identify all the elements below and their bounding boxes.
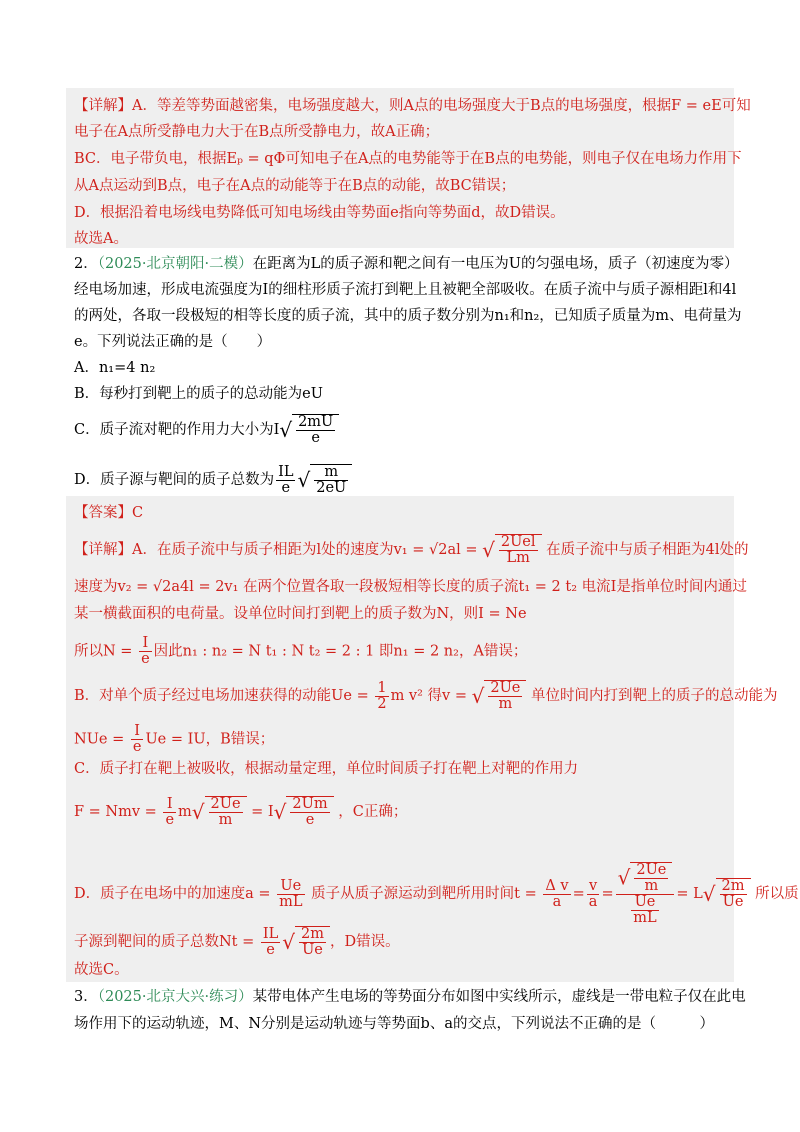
detail-c-line-1: C．质子打在靶上被吸收，根据动量定理，单位时间质子打在靶上对靶的作用力 <box>74 761 579 777</box>
fraction-numerator: 2Ue <box>636 862 667 878</box>
fraction-numerator: 2m <box>301 926 324 942</box>
fraction-numerator: IL <box>262 925 279 942</box>
question-number: 3． <box>74 989 98 1005</box>
option-c <box>74 414 339 446</box>
detail-text: = I <box>251 804 274 820</box>
sqrt-expression: √ $\frac{2mU}{e}$ <box>279 414 339 446</box>
detail-a-line-3: 某一横截面积的电荷量。设单位时间打到靶上的质子数为N，则I = Ne <box>74 606 527 622</box>
question-source: （2025·北京朝阳·二模） <box>97 256 253 272</box>
detail-text: B．对单个质子经过电场加速获得的动能Ue = <box>74 688 374 704</box>
fraction-denominator: e <box>132 739 142 755</box>
fraction-denominator: 2eU <box>316 480 347 496</box>
detail-text: 【详解】A．在质子流中与质子相距为l处的速度为v₁ = √2al = <box>74 542 483 558</box>
answer-line: 【答案】C <box>74 505 144 521</box>
fraction-numerator: Ue <box>277 879 304 895</box>
fraction-denominator: mL <box>633 910 657 926</box>
option-a: A．n₁=4 n₂ <box>74 360 156 376</box>
detail-text: 单位时间内打到靶上的质子的总动能为 <box>531 688 778 704</box>
fraction-denominator: e <box>281 479 291 496</box>
compound-fraction: √ $\frac{2Ue}{m}$ $\frac{Ue}{mL}$ <box>616 862 675 926</box>
explanation-1-line-2: 电子在A点所受静电力大于在B点所受静电力，故A正确； <box>74 124 440 140</box>
detail-text: = L <box>676 886 703 902</box>
question-text: 在距离为L的质子源和靶之间有一电压为U的匀强电场，质子（初速度为零） <box>252 256 739 272</box>
question-source: （2025·北京大兴·练习） <box>97 989 253 1005</box>
explanation-1-line-1: 【详解】A．等差等势面越密集，电场强度越大，则A点的电场强度大于B点的电场强度，根据F = eE可知 <box>74 98 751 114</box>
fraction-denominator: mL <box>279 893 303 910</box>
option-c-text: C．质子流对靶的作用力大小为I <box>74 422 280 438</box>
fraction-denominator: m <box>498 696 513 712</box>
detail-text: ，C正确； <box>338 804 408 820</box>
fraction-numerator: I <box>131 724 144 740</box>
fraction-numerator: 2mU <box>298 414 334 430</box>
fraction-denominator: a <box>552 893 562 910</box>
question-2-line-1 <box>74 254 738 274</box>
fraction-numerator: IL <box>278 463 294 480</box>
fraction-denominator: a <box>588 893 598 910</box>
fraction-denominator: e <box>311 430 320 446</box>
detail-a-line-1 <box>74 534 749 566</box>
detail-text: NUe = <box>74 731 129 748</box>
fraction-numerator: I <box>163 797 176 813</box>
explanation-1-line-4: 从A点运动到B点，电子在A点的动能等于在B点的动能，故BC错误； <box>74 178 516 194</box>
question-2-line-3: 的两处，各取一段极短的相等长度的质子流，其中的质子数分别为n₁和n₂，已知质子质量为m、电荷量为 <box>74 308 742 324</box>
detail-text: 所以质 <box>755 886 799 902</box>
detail-text: m <box>178 804 192 820</box>
fraction-denominator: Lm <box>506 550 530 566</box>
detail-text: ，D错误。 <box>329 934 400 950</box>
question-3-line-1 <box>74 987 746 1007</box>
detail-text: Ue = IU，B错误； <box>145 731 275 748</box>
fraction-numerator: Δ v <box>545 877 569 894</box>
question-2-line-4: e。下列说法正确的是（ ） <box>74 334 272 350</box>
detail-text: = <box>572 886 585 902</box>
explanation-1-line-6: 故选A。 <box>74 231 128 247</box>
fraction-denominator: e <box>266 941 275 958</box>
fraction-numerator: v <box>587 879 600 895</box>
question-number: 2． <box>74 256 98 272</box>
sqrt-expression: √ $\frac{2m}{Ue}$ <box>282 926 330 958</box>
detail-b-line-2 <box>74 724 274 755</box>
fraction-numerator: 2Ue <box>490 680 521 696</box>
fraction-numerator: Ue <box>631 895 658 911</box>
fraction-denominator: Ue <box>722 894 744 910</box>
detail-text: 在质子流中与质子相距为4l处的 <box>546 542 749 558</box>
sqrt-expression: √ $\frac{m}{2eU}$ <box>297 464 352 496</box>
fraction-numerator: 2m <box>721 878 745 894</box>
question-3-line-2: 场作用下的运动轨迹，M、N分别是运动轨迹与等势面b、a的交点，下列说法不正确的是（ ） <box>74 1016 714 1032</box>
detail-d-line-2 <box>74 926 400 958</box>
fraction-denominator: m <box>644 878 659 894</box>
detail-d-line-1 <box>74 862 799 926</box>
detail-text: 所以N = <box>74 643 138 660</box>
fraction-denominator: Ue <box>302 942 323 958</box>
fraction-denominator: m <box>218 812 233 828</box>
detail-text: m v² 得v = <box>390 688 472 704</box>
detail-text: = <box>601 886 614 902</box>
explanation-1-line-5: D．根据沿着电场线电势降低可知电场线由等势面e指向等势面d，故D错误。 <box>74 205 565 221</box>
sqrt-expression: √ $\frac{2Ue}{m}$ <box>472 680 527 712</box>
detail-c-line-2 <box>74 796 407 828</box>
detail-text: 质子从质子源运动到靶所用时间t = <box>311 886 542 902</box>
sqrt-expression: √ $\frac{2Um}{e}$ <box>274 796 334 828</box>
detail-text: F = Nmv = <box>74 804 162 820</box>
sqrt-expression: √ $\frac{2m}{Ue}$ <box>703 878 751 910</box>
option-d <box>74 464 352 496</box>
fraction-numerator: 2Um <box>292 796 328 812</box>
detail-end: 故选C。 <box>74 962 129 978</box>
sqrt-expression: √ $\frac{\text{2Uel}}{Lm}$ <box>482 534 541 566</box>
question-text: 某带电体产生电场的等势面分布如图中实线所示，虚线是一带电粒子仅在此电 <box>252 989 746 1005</box>
fraction-denominator: 2 <box>377 695 387 712</box>
fraction-denominator: e <box>165 811 175 828</box>
fraction-numerator: 2Ue <box>210 796 241 812</box>
detail-text: 子源到靶间的质子总数Nt = <box>74 934 259 950</box>
fraction-numerator: I <box>139 636 152 652</box>
sqrt-expression: √ $\frac{2Ue}{m}$ <box>192 796 247 828</box>
fraction-denominator: e <box>305 812 315 828</box>
fraction-numerator: 2Uel <box>500 534 536 550</box>
option-b: B．每秒打到靶上的质子的总动能为eU <box>74 386 323 402</box>
fraction-numerator: m <box>314 465 348 481</box>
detail-b-line-1 <box>74 680 778 712</box>
fraction-numerator: 1 <box>377 679 387 696</box>
question-2-line-2: 经电场加速，形成电流强度为I的细柱形质子流打到靶上且被靶全部吸收。在质子流中与质子源相距l和4l <box>74 282 737 298</box>
detail-text: 因此n₁ : n₂ = N t₁ : N t₂ = 2 : 1 即n₁ = 2 n₂，A错误； <box>153 643 528 660</box>
detail-text: D．质子在电场中的加速度a = <box>74 886 276 902</box>
fraction-denominator: e <box>141 651 150 667</box>
detail-a-line-2: 速度为v₂ = √2a4l = 2v₁ 在两个位置各取一段极短相等长度的质子流t₁ = 2 t₂ 电流I是指单位时间内通过 <box>74 579 747 595</box>
detail-a-line-4 <box>74 636 527 667</box>
option-d-text: D．质子源与靶间的质子总数为 <box>74 472 275 488</box>
explanation-1-line-3: BC．电子带负电，根据Eₚ = qΦ可知电子在A点的电势能等于在B点的电势能，则电子仅在电场力作用下 <box>74 151 742 167</box>
